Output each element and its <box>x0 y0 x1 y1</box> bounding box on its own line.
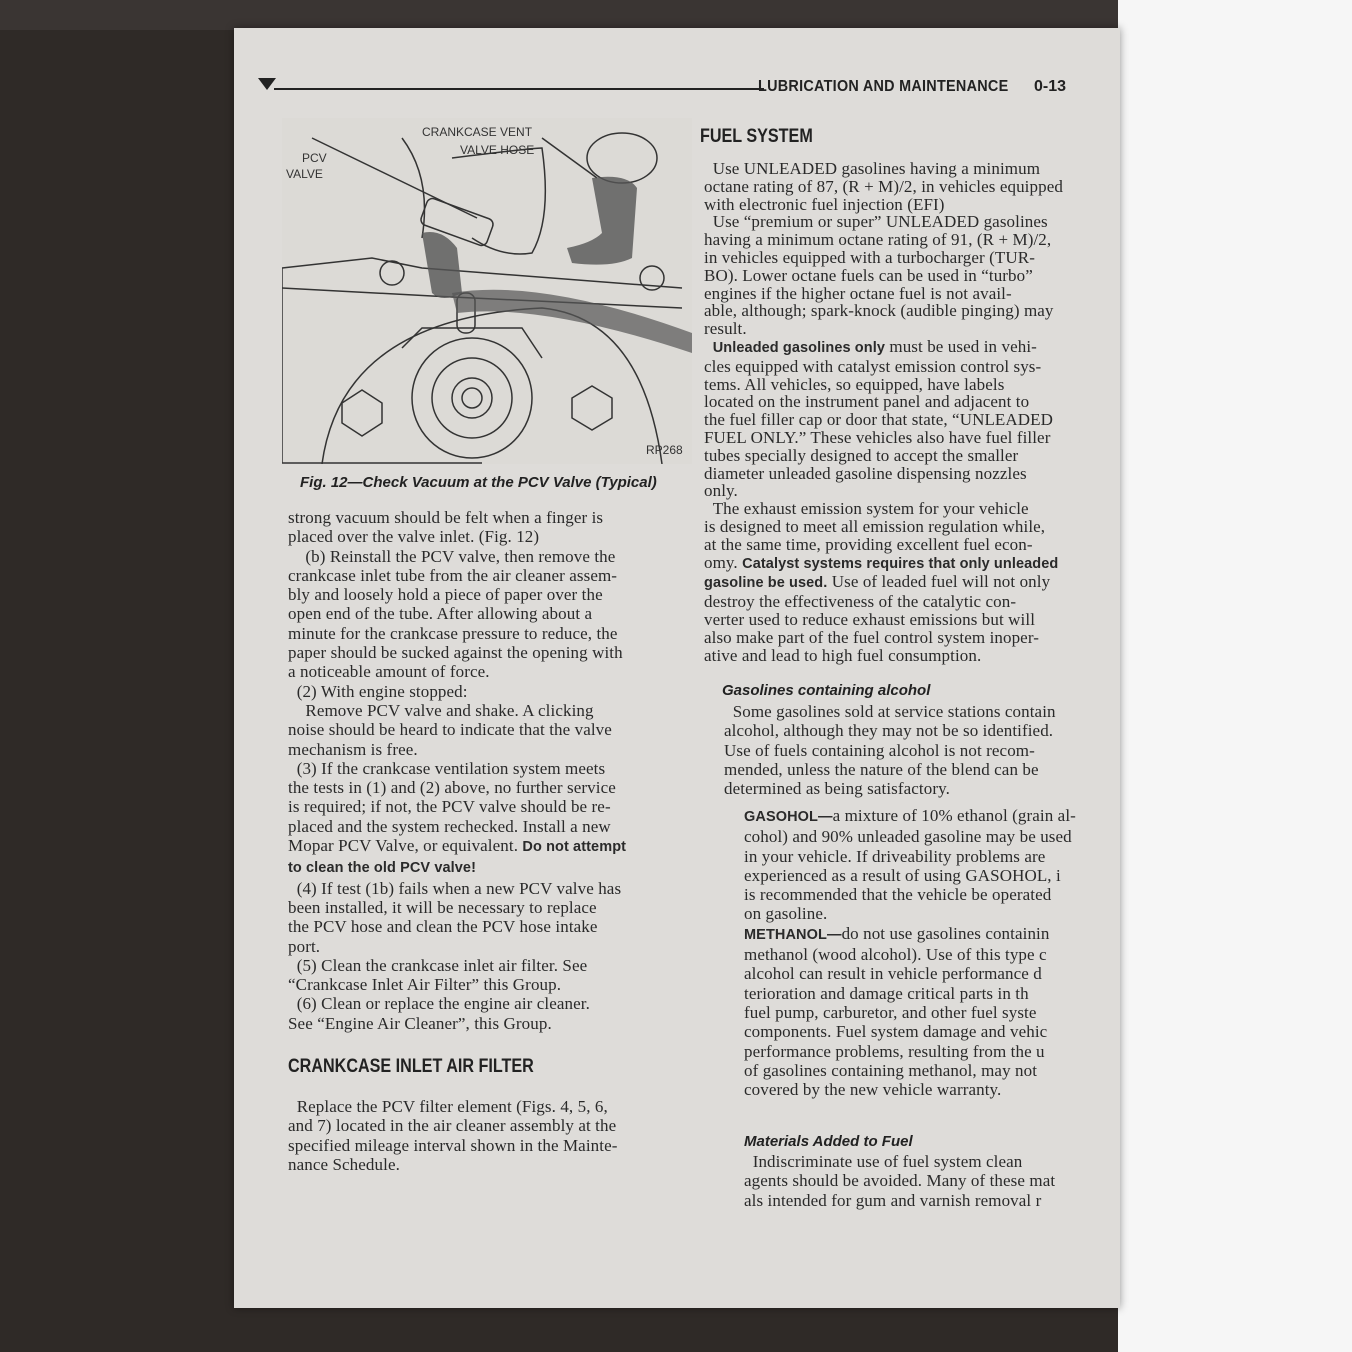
text-line <box>744 866 1076 885</box>
text-line <box>744 885 1076 904</box>
right-column-text-2 <box>724 702 1056 798</box>
text-line <box>724 741 1056 760</box>
text-line <box>744 1061 1076 1080</box>
text: paper should be sucked against the opening with <box>288 643 623 663</box>
text-line <box>288 1116 617 1135</box>
left-column-text-2 <box>288 1097 617 1174</box>
page-header <box>258 78 1078 102</box>
right-column-text <box>704 160 1063 664</box>
text-line <box>704 267 1063 285</box>
page-number: 0-13 <box>1034 78 1067 95</box>
text: is recommended that the vehicle be operated <box>744 885 1052 905</box>
text-line <box>288 817 626 836</box>
text-line <box>704 320 1063 338</box>
text: a noticeable amount of force. <box>288 662 490 682</box>
text <box>704 337 713 356</box>
label-pcv: PCV <box>302 151 327 165</box>
text-line <box>744 1022 1076 1041</box>
text: mechanism is free. <box>288 739 418 759</box>
text-line <box>704 376 1063 394</box>
text: See “Engine Air Cleaner”, this Group. <box>288 1013 552 1033</box>
text: diameter unleaded gasoline dispensing nozzles <box>704 463 1027 483</box>
text: Some gasolines sold at service stations contain <box>724 702 1056 721</box>
text-line <box>288 1097 617 1116</box>
text: nance Schedule. <box>288 1154 400 1174</box>
text: in your vehicle. If driveability problems are <box>744 846 1046 866</box>
background-table <box>1118 0 1352 1352</box>
text-line <box>704 647 1063 665</box>
text: located on the instrument panel and adjacent to <box>704 392 1030 412</box>
text-line <box>744 1191 1055 1210</box>
text: (2) With engine stopped: <box>288 681 468 701</box>
text: Replace the PCV filter element (Figs. 4, 5, 6, <box>288 1097 608 1116</box>
text-line <box>288 585 626 604</box>
text-line <box>704 611 1063 629</box>
label-valve: VALVE <box>286 167 323 181</box>
text: Indiscriminate use of fuel system clean <box>744 1152 1023 1171</box>
text-line <box>288 994 626 1013</box>
text: noise should be heard to indicate that the valve <box>288 720 612 740</box>
figure-pcv-valve <box>282 118 692 464</box>
text-line <box>288 662 626 681</box>
heading-crankcase-inlet-air-filter: CRANKCASE INLET AIR FILTER <box>288 1056 534 1077</box>
text: been installed, it will be necessary to replace <box>288 897 597 917</box>
text: and 7) located in the air cleaner assembly at the <box>288 1116 617 1136</box>
text-line <box>288 898 626 917</box>
text-line <box>744 945 1076 964</box>
text: the tests in (1) and (2) above, no further service <box>288 778 616 798</box>
text: mended, unless the nature of the blend can be <box>724 759 1039 779</box>
text-line <box>288 956 626 975</box>
text: crankcase inlet tube from the air cleaner assem- <box>288 565 618 585</box>
text-line <box>288 604 626 623</box>
text: alcohol, although they may not be so identified. <box>724 721 1054 741</box>
text: verter used to reduce exhaust emissions but will <box>704 609 1036 629</box>
text-line <box>288 778 626 797</box>
text-line <box>724 702 1056 721</box>
text: open end of the tube. After allowing about a <box>288 604 593 624</box>
text: Use “premium or super” UNLEADED gasolines <box>704 212 1048 232</box>
text: alcohol can result in vehicle performance d <box>744 964 1042 984</box>
text: FUEL ONLY.” These vehicles also have fuel filler <box>704 427 1051 447</box>
text: Use UNLEADED gasolines having a minimum <box>704 159 1041 178</box>
text: specified mileage interval shown in the Mainte- <box>288 1135 618 1155</box>
text: omy. <box>704 552 743 572</box>
text: covered by the new vehicle warranty. <box>744 1080 1002 1100</box>
text-line <box>288 720 626 739</box>
text-line <box>288 1155 617 1174</box>
text: is designed to meet all emission regulation while, <box>704 516 1046 536</box>
text: (3) If the crankcase ventilation system meets <box>288 758 606 778</box>
text: cohol) and 90% unleaded gasoline may be used <box>744 827 1072 847</box>
text-line <box>288 797 626 816</box>
heading-fuel-system: FUEL SYSTEM <box>700 126 813 147</box>
text: performance problems, resulting from the u <box>744 1041 1045 1061</box>
text: strong vacuum should be felt when a finger is <box>288 508 604 527</box>
text-line <box>704 482 1063 500</box>
text-line <box>704 429 1063 447</box>
text-line <box>724 760 1056 779</box>
text-line <box>288 740 626 759</box>
bold-text: gasoline be used. <box>704 575 828 592</box>
text: The exhaust emission system for your vehicle <box>704 499 1029 519</box>
text: the PCV hose and clean the PCV hose intake <box>288 917 598 937</box>
text: Remove PCV valve and shake. A clicking <box>288 700 594 720</box>
text-line <box>744 1003 1076 1022</box>
text-line <box>744 924 1076 945</box>
text: result. <box>704 319 747 339</box>
text: in vehicles equipped with a turbocharger (TUR- <box>704 247 1035 267</box>
right-column-text-4 <box>744 1152 1055 1210</box>
text-line <box>704 160 1063 178</box>
text: at the same time, providing excellent fuel econ- <box>704 534 1033 554</box>
text: (b) Reinstall the PCV valve, then remove the <box>288 546 616 566</box>
text-line <box>704 213 1063 231</box>
bold-text: METHANOL— <box>744 926 842 943</box>
subheading-materials-added: Materials Added to Fuel <box>744 1133 913 1150</box>
text-line <box>704 338 1063 358</box>
bold-text: Do not attempt <box>522 839 627 856</box>
text-line <box>724 779 1056 798</box>
text: components. Fuel system damage and vehic <box>744 1022 1048 1042</box>
figure-caption: Fig. 12—Check Vacuum at the PCV Valve (Typical) <box>300 474 657 491</box>
text: BO). Lower octane fuels can be used in “turbo” <box>704 265 1033 285</box>
figure-code: RP268 <box>646 443 683 457</box>
text-line <box>288 857 626 878</box>
text: experienced as a result of using GASOHOL, i <box>744 865 1061 885</box>
text: engines if the higher octane fuel is not avail- <box>704 283 1012 303</box>
text-line <box>704 358 1063 376</box>
text: (5) Clean the crankcase inlet air filter. See <box>288 955 588 975</box>
text: (4) If test (1b) fails when a new PCV valve has <box>288 878 622 898</box>
text: of gasolines containing methanol, may not <box>744 1060 1038 1080</box>
label-crankcase-vent: CRANKCASE VENT <box>422 125 533 139</box>
text-line <box>744 1152 1055 1171</box>
text: Use of leaded fuel will not only <box>827 572 1051 592</box>
engine-illustration <box>282 118 692 464</box>
text-line <box>288 1136 617 1155</box>
text: tems. All vehicles, so equipped, have labels <box>704 374 1005 394</box>
text-line <box>704 573 1063 593</box>
text-line <box>744 1080 1076 1099</box>
text-line <box>704 554 1063 574</box>
text-line <box>744 827 1076 846</box>
text-line <box>704 629 1063 647</box>
text-line <box>744 847 1076 866</box>
text-line <box>704 393 1063 411</box>
text: determined as being satisfactory. <box>724 779 950 799</box>
text: also make part of the fuel control system inoper- <box>704 627 1040 647</box>
text-line <box>704 302 1063 320</box>
text-line <box>288 975 626 994</box>
text-line <box>704 231 1063 249</box>
text-line <box>288 566 626 585</box>
text-line <box>704 536 1063 554</box>
text: agents should be avoided. Many of these mat <box>744 1171 1056 1191</box>
text-line <box>288 547 626 566</box>
text: able, although; spark-knock (audible pinging) may <box>704 301 1054 321</box>
text: on gasoline. <box>744 904 828 924</box>
text-line <box>704 593 1063 611</box>
text-line <box>744 1171 1055 1190</box>
bold-text: Unleaded gasolines only <box>712 339 886 356</box>
text-line <box>744 984 1076 1003</box>
text-line <box>724 721 1056 740</box>
text-line <box>704 249 1063 267</box>
text: terioration and damage critical parts in th <box>744 983 1029 1003</box>
text-line <box>704 465 1063 483</box>
subheading-gasolines-alcohol: Gasolines containing alcohol <box>722 682 931 699</box>
text: is required; if not, the PCV valve should be re- <box>288 797 611 817</box>
text-line <box>744 904 1076 923</box>
text-line <box>704 178 1063 196</box>
text-line <box>288 643 626 662</box>
bold-text: to clean the old PCV valve! <box>288 860 477 877</box>
text: cles equipped with catalyst emission control sys- <box>704 356 1042 376</box>
left-column-text <box>288 508 626 1033</box>
text-line <box>288 1014 626 1033</box>
text: Use of fuels containing alcohol is not recom- <box>724 740 1035 760</box>
text-line <box>288 508 626 527</box>
text: only. <box>704 481 738 501</box>
text: the fuel filler cap or door that state, “UNLEADED <box>704 410 1054 430</box>
text: must be used in vehi- <box>885 336 1037 356</box>
text: octane rating of 87, (R + M)/2, in vehicles equipped <box>704 176 1063 196</box>
bold-text: GASOHOL— <box>744 809 833 825</box>
bold-text: Catalyst systems requires that only unleaded <box>742 555 1059 572</box>
text-line <box>288 759 626 778</box>
text: Mopar PCV Valve, or equivalent. <box>288 836 523 856</box>
text: having a minimum octane rating of 91, (R + M)/2, <box>704 230 1052 250</box>
text: als intended for gum and varnish removal r <box>744 1190 1042 1210</box>
text-line <box>704 447 1063 465</box>
text: with electronic fuel injection (EFI) <box>704 194 945 214</box>
text-line <box>288 937 626 956</box>
text: “Crankcase Inlet Air Filter” this Group. <box>288 975 562 995</box>
text: destroy the effectiveness of the catalytic con- <box>704 592 1017 612</box>
text-line <box>288 879 626 898</box>
text-line <box>744 1042 1076 1061</box>
text-line <box>288 701 626 720</box>
text: fuel pump, carburetor, and other fuel syste <box>744 1002 1037 1022</box>
text: do not use gasolines containin <box>841 923 1050 943</box>
text-line <box>288 917 626 936</box>
text-line <box>288 624 626 643</box>
text: port. <box>288 936 321 956</box>
text-line <box>288 527 626 546</box>
text: ative and lead to high fuel consumption. <box>704 645 982 665</box>
text: methanol (wood alcohol). Use of this type c <box>744 945 1047 965</box>
text: minute for the crankcase pressure to reduce, the <box>288 623 618 643</box>
text: placed over the valve inlet. (Fig. 12) <box>288 527 540 547</box>
text: tubes specially designed to accept the smaller <box>704 445 1019 465</box>
header-rule <box>274 88 764 90</box>
text-line <box>288 682 626 701</box>
text-line <box>288 836 626 857</box>
text-line <box>744 806 1076 827</box>
text: a mixture of 10% ethanol (grain al- <box>832 806 1076 825</box>
text-line <box>704 411 1063 429</box>
section-title: LUBRICATION AND MAINTENANCE <box>758 78 1009 95</box>
text: placed and the system rechecked. Install a new <box>288 816 611 836</box>
text-line <box>704 196 1063 214</box>
label-valve-hose: VALVE HOSE <box>460 143 535 157</box>
text-line <box>704 285 1063 303</box>
text: (6) Clean or replace the engine air cleaner. <box>288 994 590 1014</box>
text-line <box>704 500 1063 518</box>
right-column-text-3 <box>744 806 1076 1099</box>
text: bly and loosely hold a piece of paper over the <box>288 585 603 605</box>
text-line <box>744 964 1076 983</box>
text-line <box>704 518 1063 536</box>
